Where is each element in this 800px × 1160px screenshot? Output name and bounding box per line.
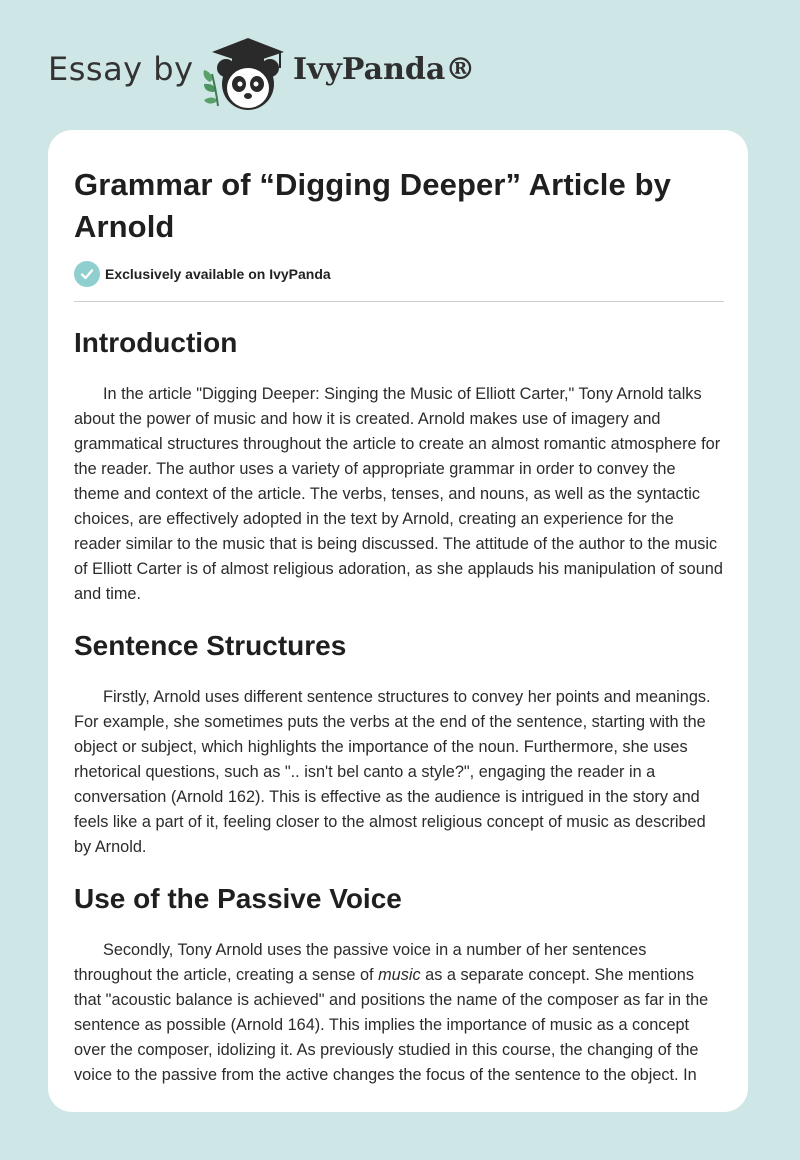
divider [74, 301, 724, 302]
essay-by-label: Essay by [48, 50, 194, 88]
paragraph-text: as a separate concept. She mentions that "acoustic balance is achieved" and positions the name of the composer as far in the sentence as possible (Arnold 164). This implies the importance of music as a concept over the composer, idolizing it. As previously studied in this course, the changing of the voice to the passive from the active changes the focus of the sentence to the object. In [74, 966, 709, 1084]
badge-text: Exclusively available on IvyPanda [105, 266, 331, 282]
paragraph-text: Secondly, Tony Arnold uses the passive voice in a number of her sentences throughout the article, creating a sense of [74, 941, 647, 984]
section-heading: Sentence Structures [74, 630, 347, 661]
essay-title: Grammar of “Digging Deeper” Article by Arnold [74, 167, 671, 244]
essay-content [74, 164, 724, 1088]
panda-logo-icon[interactable] [198, 34, 288, 114]
section-heading: Introduction [74, 327, 238, 358]
exclusive-badge [74, 260, 724, 288]
check-icon [74, 261, 100, 287]
section-paragraph: In the article "Digging Deeper: Singing the Music of Elliott Carter," Tony Arnold talks about the power of music and how it is created. Arnold makes use of imagery and grammatical structures throughout the article to create an almost romantic atmosphere for the reader. The author uses a variety of appropriate grammar in order to convey the theme and context of the article. The verbs, tenses, and nouns, as well as the syntactic choices, are effectively adopted in the text by Arnold, creating an experience for the reader similar to the music that is being discussed. The attitude of the author to the music of Elliott Carter is of almost religious adoration, as she applauds his manipulation of sound and time. [74, 385, 723, 603]
section-heading: Use of the Passive Voice [74, 883, 402, 914]
section-paragraph [74, 938, 724, 1088]
essay-card [48, 130, 748, 1112]
section-paragraph: Firstly, Arnold uses different sentence structures to convey her points and meanings. For example, she sometimes puts the verbs at the end of the sentence, starting with the object or subject, which highlights the importance of the noun. Furthermore, she uses rhetorical questions, such as ".. isn't bel canto a style?", engaging the reader in a conversation (Arnold 162). This is effective as the audience is intrigued in the story and feels like a part of it, feeling closer to the almost religious concept of music as described by Arnold. [74, 688, 711, 856]
brand-name[interactable]: IvyPanda® [293, 52, 476, 87]
site-header [48, 34, 748, 114]
emphasis-text: music [378, 966, 421, 984]
